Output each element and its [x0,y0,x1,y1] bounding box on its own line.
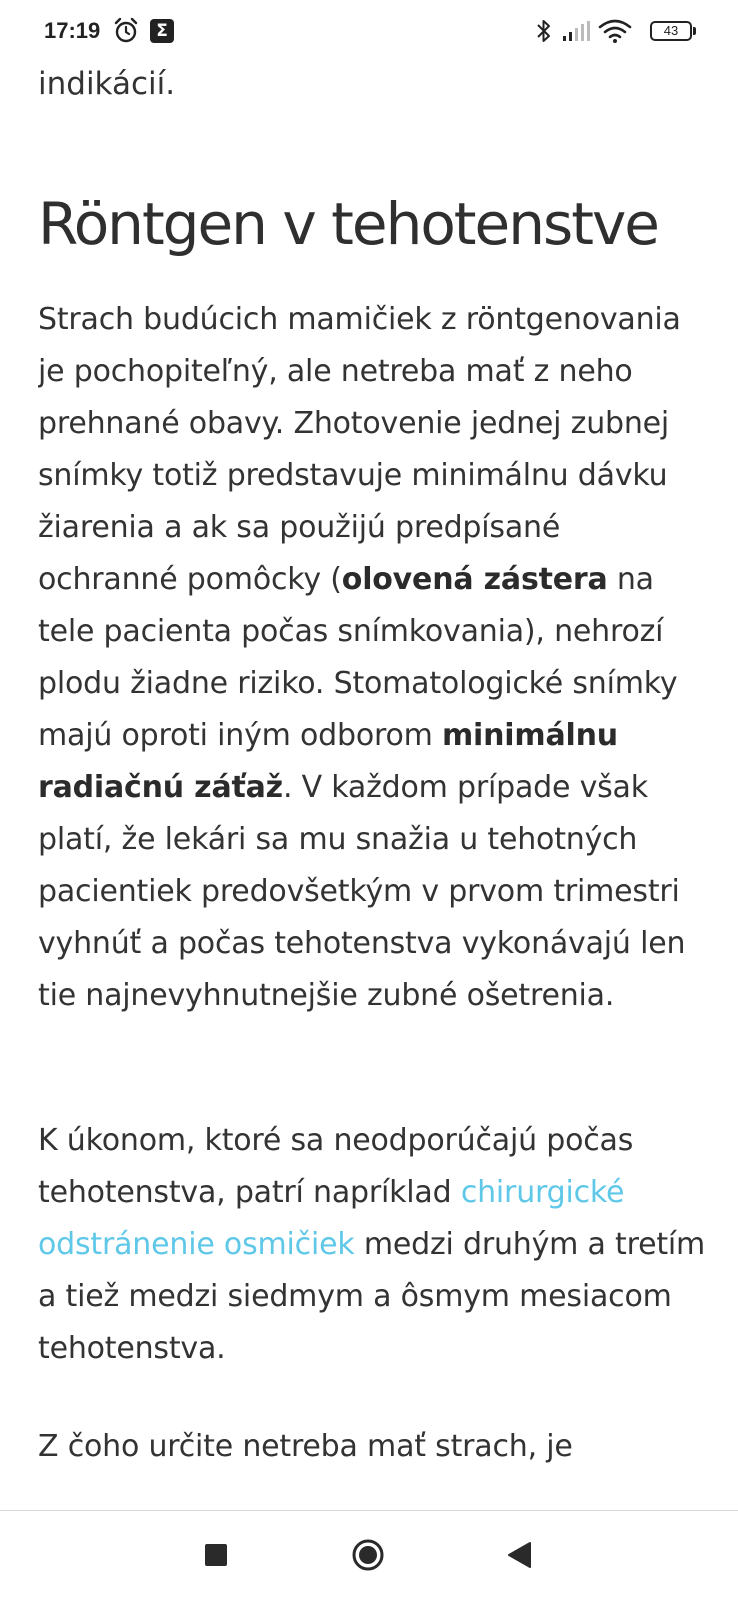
battery-icon: 43 [650,21,692,41]
paragraph-text: na tele pacienta počas snímkovania), nehrozí plodu žiadne riziko. Stomatologické snímky majú oproti iným odborom [38,562,678,753]
signal-icon [562,20,590,42]
paragraph-text: medzi druhým a tretím a tiež medzi siedmym a ôsmym mesiacom tehotenstva. [38,1227,706,1366]
bold-minimal-radiation: minimálnu radiačnú záťaž [38,718,618,805]
wifi-icon [598,18,632,44]
paragraph-xray-fear [38,294,708,1022]
status-time: 17:19 [44,18,101,43]
back-button[interactable] [506,1541,532,1569]
paragraph-no-fear: Z čoho určite netreba mať strach, je [38,1429,573,1464]
section-heading: Röntgen v tehotenstve [38,190,658,258]
bluetooth-icon [535,18,553,44]
paragraph-not-recommended [38,1115,708,1375]
home-button[interactable] [352,1539,384,1571]
paragraph-text: Strach budúcich mamičiek z röntgenovania je pochopiteľný, ale netreba mať z neho prehnané obavy. Zhotovenie jednej zubnej snímky totiž predstavuje minimálnu dávku žiarenia a ak sa použijú predpísané ochranné pomôcky ( [38,302,681,597]
recents-button[interactable] [205,1544,227,1566]
bold-lead-apron: olovená zástera [341,562,608,597]
article-content [38,0,708,1510]
status-bar [0,0,738,62]
previous-paragraph-end: indikácií. [38,66,176,102]
paragraph-text: . V každom prípade však platí, že lekári sa mu snažia u tehotných pacientiek predovšetkým v prvom trimestri vyhnúť a počas tehotenstva vykonávajú len tie najnevyhnutnejšie zubné ošetrenia. [38,770,686,1013]
sigma-app-icon: Σ [150,19,174,43]
navigation-bar [0,1510,738,1601]
wisdom-teeth-link[interactable]: chirurgické odstránenie osmičiek [38,1175,625,1262]
alarm-icon [113,17,139,45]
paragraph-text: K úkonom, ktoré sa neodporúčajú počas tehotenstva, patrí napríklad [38,1123,634,1210]
